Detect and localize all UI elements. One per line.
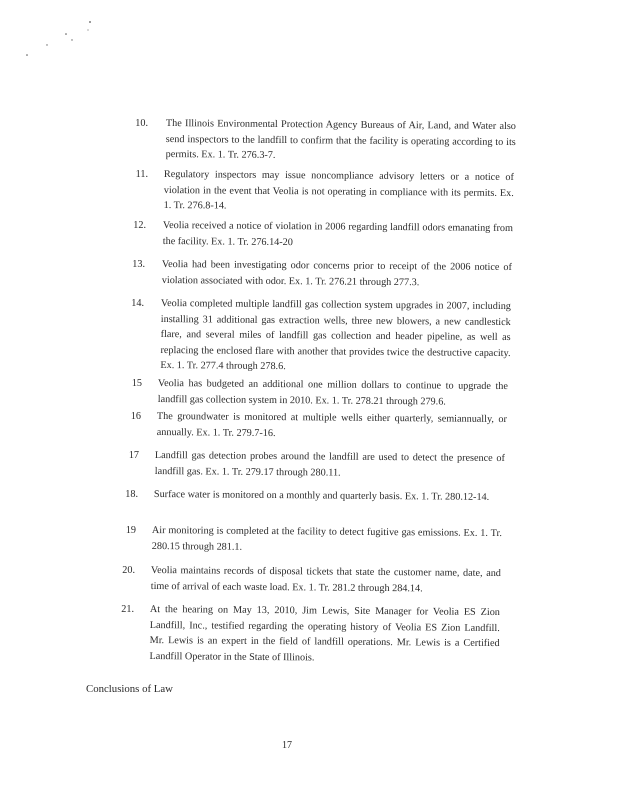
finding-number: 11. <box>135 169 148 180</box>
finding-text: Regulatory inspectors may issue noncompliance advisory letters or a notice of violation in the event that Veolia is not operating in compliance with its permits. Ex. 1. Tr. 276.8-14. <box>163 168 514 212</box>
finding-number: 13. <box>132 259 145 270</box>
finding-text: Veolia has budgeted an additional one million dollars to continue to upgrade the landfill gas collection system in 2010. Ex. 1. Tr. 278.21 through 279.6. <box>157 377 508 408</box>
finding-number: 15 <box>131 378 142 389</box>
finding-number: 20. <box>122 565 135 576</box>
scan-specks <box>0 0 120 80</box>
finding-text: Veolia had been investigating odor concerns prior to receipt of the 2006 notice of violation associated with odor. Ex. 1. Tr. 276.21 through 277.3. <box>161 258 512 288</box>
section-heading: Conclusions of Law <box>86 683 173 695</box>
finding-text: Veolia completed multiple landfill gas collection system upgrades in 2007, including installing 31 additional gas extraction wells, three new blowers, a new candlestick flare, and several miles of landfill gas collection and header pipeline, as well as replacing the enclosed flare with another that provides twice the destructive capacity. Ex. 1. Tr. 277.4 through 278.6. <box>160 297 511 373</box>
finding-number: 17 <box>128 450 139 461</box>
finding-number: 19 <box>125 525 136 536</box>
finding-number: 16 <box>130 411 141 422</box>
finding-text: At the hearing on May 13, 2010, Jim Lewis, Site Manager for Veolia ES Zion Landfill, Inc., testified regarding the operating history of Veolia ES Zion Landfill. Mr. Lewis is an expert in the field of landfill operations. Mr. Lewis is a Certified Landfill Operator in the State of Illinois. <box>149 603 500 663</box>
finding-text: Air monitoring is completed at the facility to detect fugitive gas emissions. Ex. 1. Tr. 280.15 through 281.1. <box>151 524 502 553</box>
finding-number: 18. <box>125 489 138 500</box>
finding-number: 12. <box>133 220 146 231</box>
finding-text: Veolia received a notice of violation in 2006 regarding landfill odors emanating from the facility. Ex. 1. Tr. 276.14-20 <box>162 219 513 248</box>
finding-number: 14. <box>131 298 144 309</box>
finding-text: The groundwater is monitored at multiple wells either quarterly, semiannually, or annually. Ex. 1. Tr. 279.7-16. <box>156 410 507 439</box>
finding-number: 10. <box>135 118 148 129</box>
page-number: 17 <box>282 740 292 751</box>
finding-text: Surface water is monitored on a monthly and quarterly basis. Ex. 1. Tr. 280.12-14. <box>153 488 490 503</box>
finding-number: 21. <box>121 604 134 615</box>
finding-text: The Illinois Environmental Protection Agency Bureaus of Air, Land, and Water also send inspectors to the landfill to confirm that the facility is operating according to its permits. Ex. 1. Tr. 276.3-7. <box>165 117 516 161</box>
finding-text: Veolia maintains records of disposal tickets that state the customer name, date, and time of arrival of each waste load. Ex. 1. Tr. 281.2 through 284.14. <box>150 564 501 594</box>
finding-text: Landfill gas detection probes around the landfill are used to detect the presence of landfill gas. Ex. 1. Tr. 279.17 through 280.11. <box>154 449 505 479</box>
